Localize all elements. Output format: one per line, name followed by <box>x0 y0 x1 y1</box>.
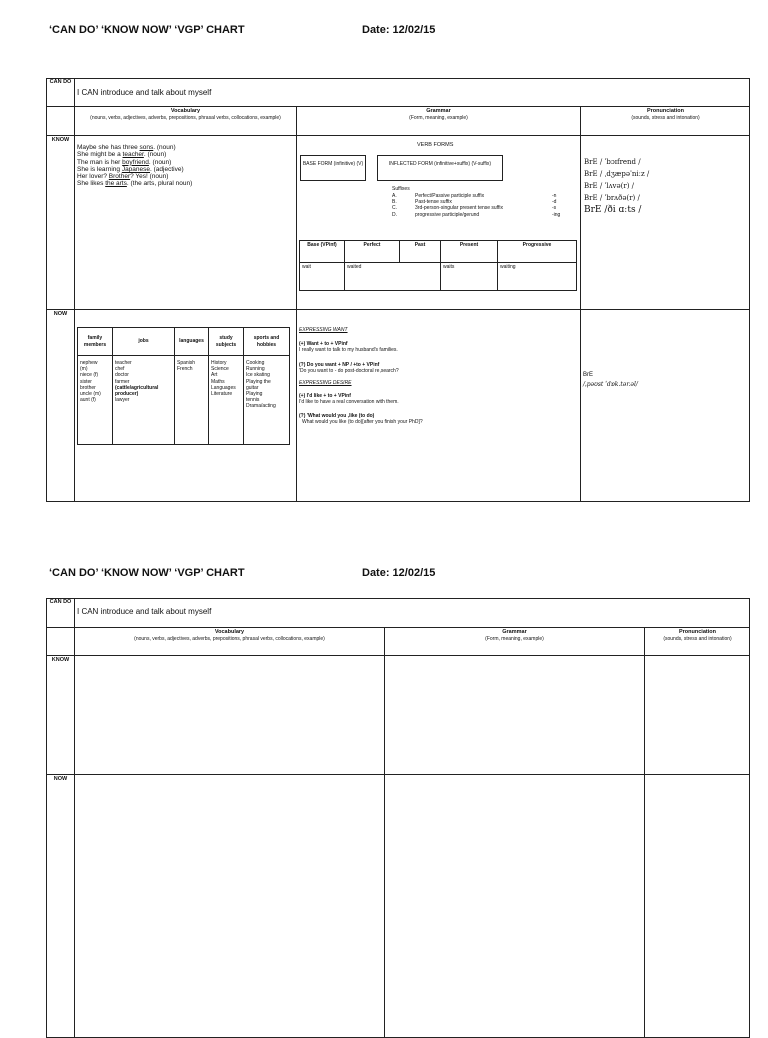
desire-question-rule: (?) 'What would you ,like (to do) <box>299 412 375 419</box>
grammar-header: Grammar (Form, meaning, example) <box>485 629 544 642</box>
chart-date: Date: 12/02/15 <box>362 567 436 579</box>
can-do-label: CAN DO <box>49 79 72 85</box>
vocab-sentence: Her lover? Brother? Yes! (noun) <box>77 173 169 181</box>
desire-heading: EXPRESSING DESIRE <box>299 380 352 387</box>
pron-item: BrE / ˈlʌvə(r) / <box>584 182 635 190</box>
table-header: languages <box>175 328 209 356</box>
table-cell: wait <box>300 263 345 291</box>
pronunciation-header: Pronunciation (sounds, stress and intonation) <box>663 629 732 642</box>
can-do-statement: I CAN introduce and talk about myself <box>77 607 212 616</box>
table-cell: History Science Art Maths Languages Literature <box>209 356 244 445</box>
vocabulary-header: Vocabulary (nouns, verbs, adjectives, adverbs, prepositions, phrasal verbs, collocations, example) <box>90 108 281 121</box>
can-do-statement: I CAN introduce and talk about myself <box>77 88 212 97</box>
now-pronunciation <box>583 371 638 389</box>
table-cell: Spanish French <box>175 356 209 445</box>
list-item: D. progressive participle/gerund -ing <box>392 211 561 218</box>
can-do-label: CAN DO <box>49 599 72 605</box>
know-label: KNOW <box>51 657 70 663</box>
now-vocabulary-table <box>77 327 290 445</box>
vocab-sentence: She might be a teacher. (noun) <box>77 151 167 159</box>
list-item: C. 3rd-person-singular present tense suffix -s <box>392 205 557 212</box>
vocab-sentence: The man is her boyfriend. (noun) <box>77 158 172 166</box>
table-header: family members <box>78 328 113 356</box>
desire-example: I'd like to have a real conversation with them. <box>299 399 399 406</box>
grammar-header: Grammar (Form, meaning, example) <box>409 108 468 121</box>
vocab-sentence: Maybe she has three sons. (noun) <box>77 144 176 151</box>
question-rule: (?) Do you want + NP / +to + VPinf <box>299 361 380 368</box>
pron-item: BrE / ˈbɔɪfrend / <box>584 158 641 166</box>
list-item: B. Past-tense suffix -d <box>392 199 557 206</box>
verb-forms-table <box>299 240 577 291</box>
table-header: Past <box>400 241 441 263</box>
table-header: sports and hobbies <box>244 328 290 356</box>
now-label: NOW <box>53 311 68 317</box>
want-rule: (+) Want + to + VPinf <box>299 341 348 348</box>
suffixes-list <box>392 193 572 218</box>
table-cell: teacher chef doctor farmer (cattle/agricultural producer) lawyer <box>113 356 175 445</box>
desire-rule: (+) I'd like + to + VPinf <box>299 393 351 400</box>
table-cell: Cooking Running Ice skating Playing the guitar Playing tennis Drama/acting <box>244 356 290 445</box>
chart-date: Date: 12/02/15 <box>362 24 436 36</box>
table-cell: waiting <box>498 263 577 291</box>
base-form-box: BASE FORM (infinitive) (V) <box>300 155 366 181</box>
table-cell: nephew (m) niece (f) sister brother uncle (m) aunt (f) <box>78 356 113 445</box>
want-heading: EXPRESSING WANT <box>299 327 348 333</box>
pron-label: BrE <box>583 372 594 378</box>
table-cell: waited <box>345 263 441 291</box>
chart-title: ‘CAN DO’ ‘KNOW NOW’ ‘VGP’ CHART <box>49 24 245 36</box>
list-item: A. Perfect/Passive participle suffix -n <box>392 193 557 199</box>
want-example: I really want to talk to my husband's families. <box>299 347 398 354</box>
table-row <box>300 241 577 263</box>
table-header: study subjects <box>209 328 244 356</box>
table-header: Perfect <box>345 241 400 263</box>
table-header: Present <box>441 241 498 263</box>
desire-question-example: What would you like (to do)[after you finish your PhD]? <box>302 418 423 425</box>
question-example: 'Do you want to - do post-doctoral re,search? <box>299 367 399 374</box>
pron-item: /ˌpəʊst ˈdɒk.tər.əl/ <box>583 381 638 388</box>
chart-title: ‘CAN DO’ ‘KNOW NOW’ ‘VGP’ CHART <box>49 567 245 579</box>
know-vocabulary <box>77 144 192 188</box>
now-label: NOW <box>53 776 68 782</box>
table-row <box>300 263 577 291</box>
now-grammar <box>299 327 577 425</box>
vocab-sentence: She likes the arts. (the arts, plural noun) <box>77 180 193 188</box>
know-pronunciation <box>584 156 649 216</box>
table-row <box>78 356 290 445</box>
table-header: Progressive <box>498 241 577 263</box>
pron-item: BrE /ði ɑːts / <box>584 205 642 215</box>
pronunciation-header: Pronunciation (sounds, stress and intonation) <box>631 108 700 121</box>
table-header: jobs <box>113 328 175 356</box>
verb-forms-title: VERB FORMS <box>417 142 454 148</box>
suffixes-label: Suffixes <box>392 186 410 192</box>
table-header: Base (VPinf) <box>300 241 345 263</box>
table-row <box>78 328 290 356</box>
pron-item: BrE / ˌdʒæpəˈniːz / <box>584 170 650 178</box>
table-cell: waits <box>441 263 498 291</box>
inflected-form-box: INFLECTED FORM (infinitive+suffix) (V-suffix) <box>377 155 503 181</box>
vocab-sentence: She is learning Japanese. (adjective) <box>77 165 184 173</box>
know-label: KNOW <box>51 137 70 143</box>
vocabulary-header: Vocabulary (nouns, verbs, adjectives, adverbs, prepositions, phrasal verbs, collocations, example) <box>134 629 325 642</box>
pron-item: BrE / ˈbrʌðə(r) / <box>584 194 640 202</box>
